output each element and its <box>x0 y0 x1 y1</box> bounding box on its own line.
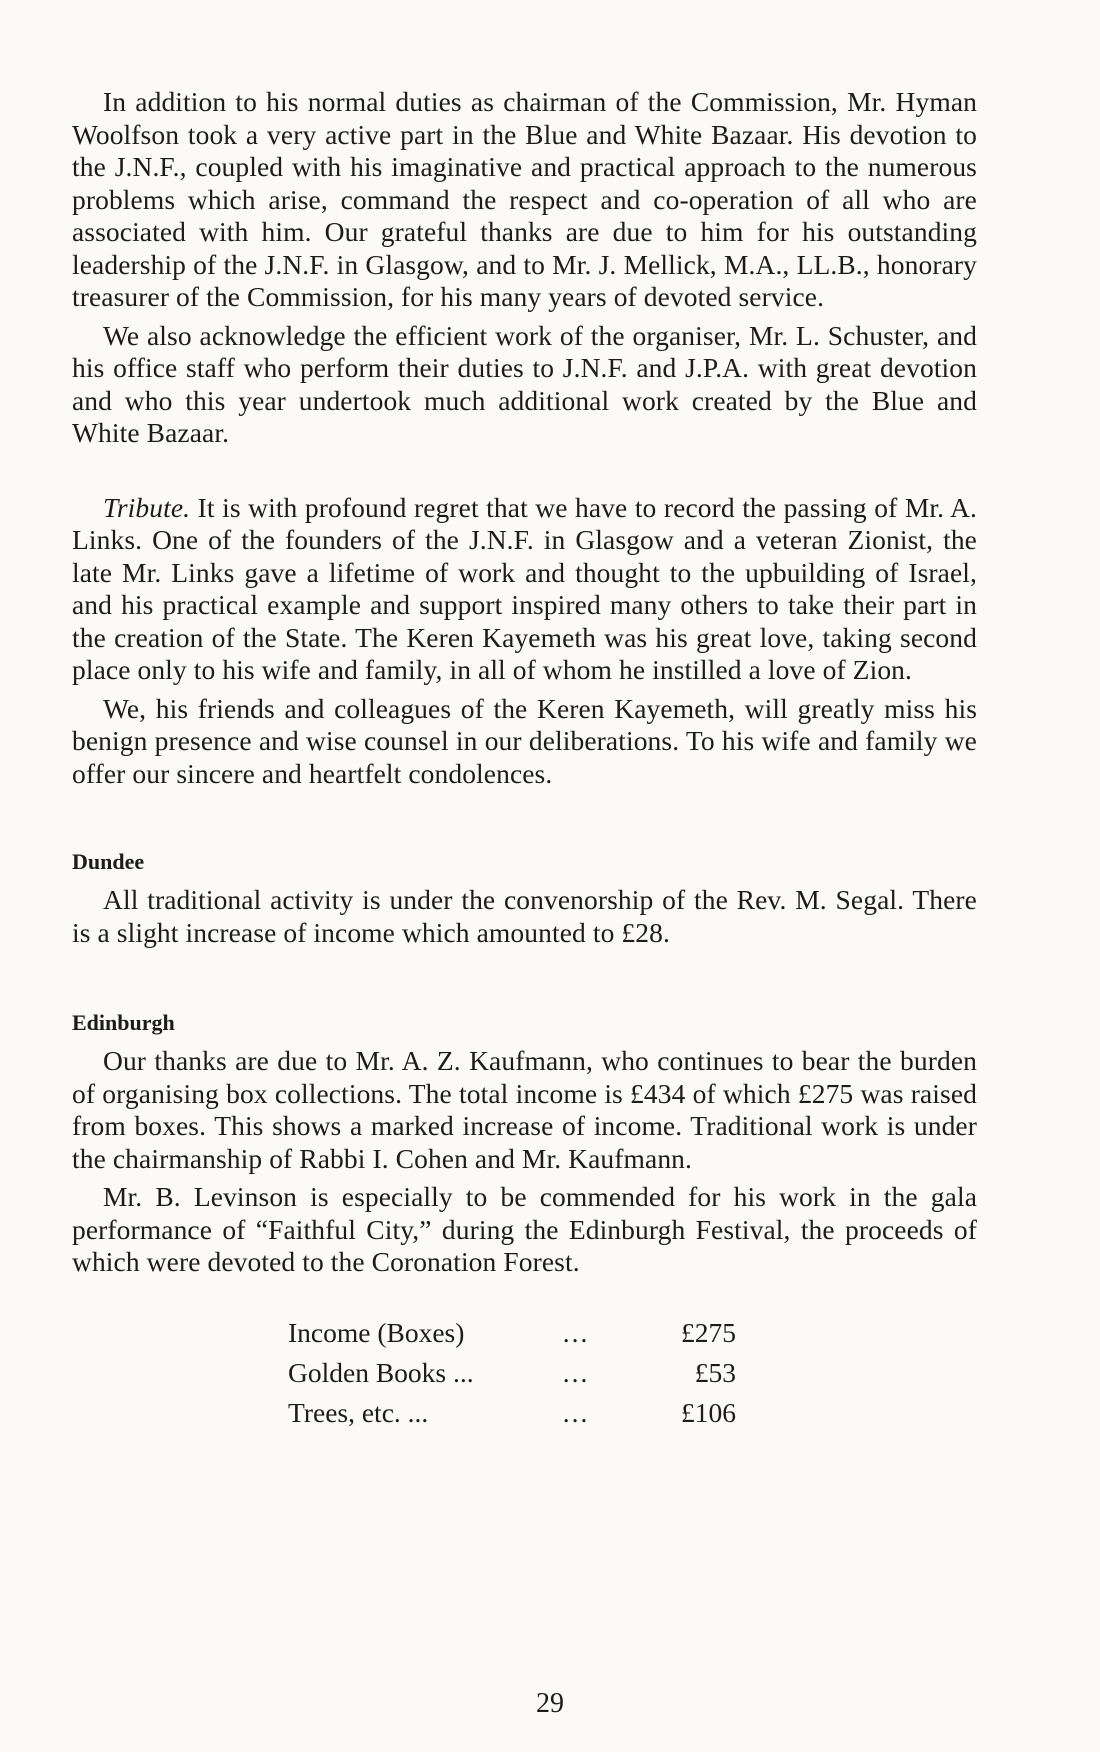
table-row <box>288 1393 736 1433</box>
income-label: Golden Books ... <box>288 1356 474 1388</box>
paragraph-organiser: We also acknowledge the efficient work of the organiser, Mr. L. Schuster, and his office staff who perform their duties to J.N.F. and J.P.A. with great devotion and who this year undertook much additional work created by the Blue and White Bazaar. <box>72 319 977 448</box>
table-row <box>288 1353 736 1393</box>
heading-edinburgh: Edinburgh <box>72 1010 175 1035</box>
paragraph-edinburgh-1: Our thanks are due to Mr. A. Z. Kaufmann, who continues to bear the burden of organising box collections. The total income is £434 of which £275 was raised from boxes. This shows a marked increase of income. Traditional work is under the chairmanship of Rabbi I. Cohen and Mr. Kaufmann. <box>72 1045 977 1174</box>
page-number: 29 <box>536 1688 564 1719</box>
income-amount: £106 <box>681 1396 736 1428</box>
document-page <box>72 86 977 1433</box>
income-amount: £53 <box>694 1356 736 1388</box>
paragraph-tribute <box>72 492 977 687</box>
income-amount: £275 <box>681 1316 736 1348</box>
income-label: Trees, etc. ... <box>288 1396 429 1428</box>
leader-dots: ... <box>562 1396 590 1428</box>
heading-dundee: Dundee <box>72 849 145 874</box>
leader-dots: ... <box>562 1316 590 1348</box>
paragraph-dundee: All traditional activity is under the convenorship of the Rev. M. Segal. There is a slight increase of income which amounted to £28. <box>72 884 977 948</box>
tribute-text: It is with profound regret that we have to record the passing of Mr. A. Links. One of the founders of the J.N.F. in Glasgow and a veteran Zionist, the late Mr. Links gave a lifetime of work and thought to the upbuilding of Israel, and his practical example and support inspired many others to take their part in the creation of the State. The Keren Kayemeth was his great love, taking second place only to his wife and family, in all of whom he instilled a love of Zion. <box>72 491 977 685</box>
table-row <box>288 1313 736 1353</box>
paragraph-edinburgh-2: Mr. B. Levinson is especially to be commended for his work in the gala performance of “Faithful City,” during the Edinburgh Festival, the proceeds of which were devoted to the Coronation Forest. <box>72 1181 977 1277</box>
income-label: Income (Boxes) <box>288 1316 465 1348</box>
tribute-label: Tribute. <box>103 491 191 523</box>
paragraph-commission: In addition to his normal duties as chairman of the Commission, Mr. Hyman Woolfson took a very active part in the Blue and White Bazaar. His devotion to the J.N.F., coupled with his imaginative and practical approach to the numerous problems which arise, command the respect and co-operation of all who are associated with him. Our grateful thanks are due to him for his outstanding leadership of the J.N.F. in Glasgow, and to Mr. J. Mellick, M.A., LL.B., honorary treasurer of the Commission, for his many years of devoted service. <box>72 86 977 312</box>
paragraph-condolences: We, his friends and colleagues of the Keren Kayemeth, will greatly miss his benign presence and wise counsel in our deliberations. To his wife and family we offer our sincere and heartfelt condolences. <box>72 692 977 789</box>
income-table <box>288 1313 736 1433</box>
leader-dots: ... <box>562 1356 590 1388</box>
